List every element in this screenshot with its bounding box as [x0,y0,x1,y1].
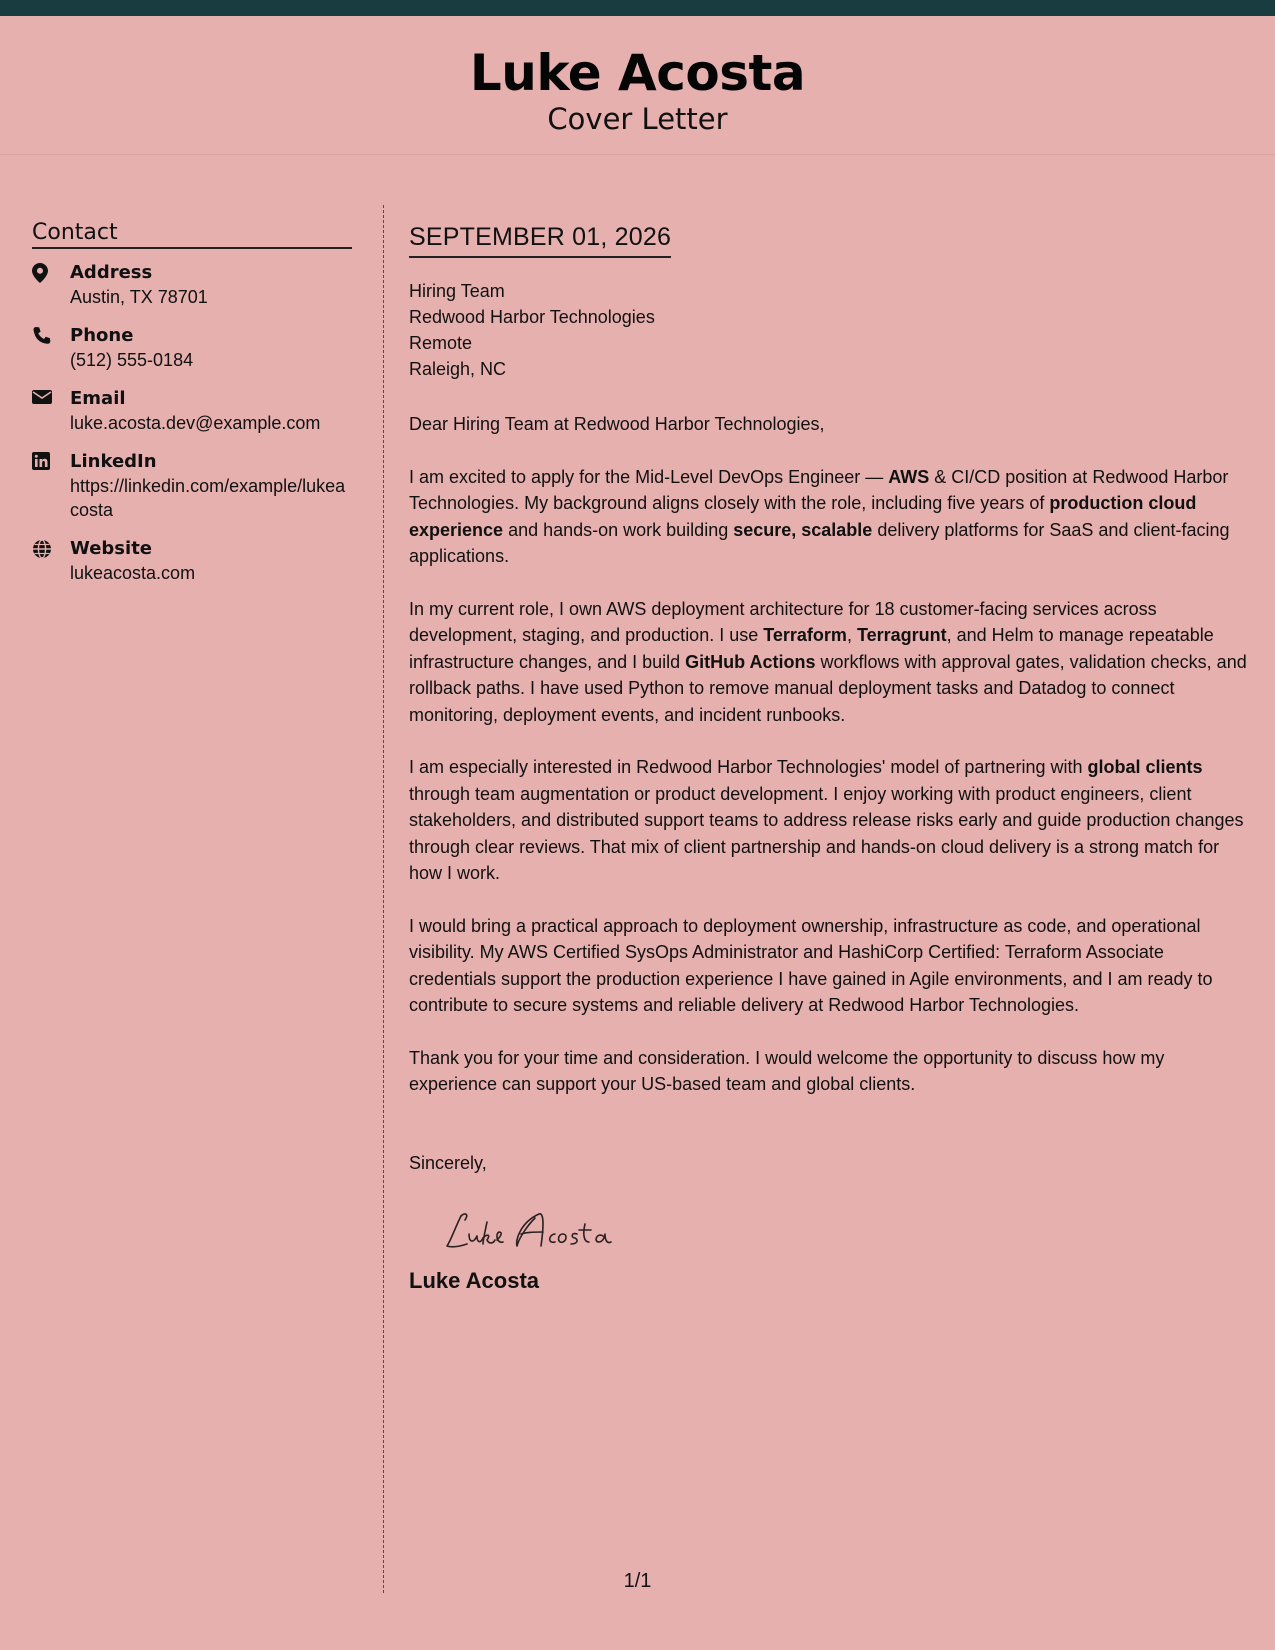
contact-label: Address [70,262,153,283]
recipient-line: Hiring Team [409,281,505,301]
text-run: , [846,625,857,645]
letter-paragraph [409,464,1251,570]
salutation: Dear Hiring Team at Redwood Harbor Technologies, [409,414,825,434]
contact-item-website [32,537,352,585]
recipient-line: Raleigh, NC [409,359,507,379]
closing: Sincerely, [409,1152,487,1173]
contact-item-linkedin [32,450,352,522]
column-divider [383,205,384,1593]
bold-phrase: GitHub Actions [685,651,816,672]
contact-heading: Contact [32,220,352,249]
page-header [0,16,1275,155]
text-run: through team augmentation or product development. I enjoy working with product engineers, client stakeholders, and distributed support teams to address release risks early and guide production changes through clear reviews. That mix of client partnership and hands-on cloud delivery is a strong match for how I work. [409,783,1244,883]
bold-phrase: AWS [888,466,930,487]
text-run: In my current role, I own AWS deployment architecture for 18 customer-facing services across development, staging, and production. I use [409,598,1157,645]
recipient-block [409,278,1251,382]
text-run: I would bring a practical approach to deployment ownership, infrastructure as code, and operational visibility. My AWS Certified SysOps Administrator and HashiCorp Certified: Terraform Associate credentials support the production experience I have gained in Agile environments, and I am ready to contribute to secure systems and reliable delivery at Redwood Harbor Technologies. [409,915,1213,1015]
contact-item-email [32,387,352,435]
contact-item-address [32,261,352,309]
recipient-line: Remote [409,333,473,353]
letter-paragraphs [409,464,1251,1098]
recipient-line: Redwood Harbor Technologies [409,307,655,327]
contact-sidebar [32,220,352,600]
text-run: I am excited to apply for the Mid-Level DevOps Engineer — [409,466,889,487]
text-run: workflows with approval gates, validation checks, and rollback paths. I have used Python to remove manual deployment tasks and Datadog to connect monitoring, deployment events, and incident runbooks. [409,651,1247,725]
bold-phrase: global clients [1087,757,1203,777]
letter-paragraph [409,754,1251,887]
letter-body [409,222,1251,1295]
contact-value[interactable]: luke.acosta.dev@example.com [70,413,321,433]
applicant-name: Luke Acosta [469,44,806,102]
envelope-icon [32,387,70,435]
contact-label: Email [70,388,126,409]
contact-value[interactable]: https://linkedin.com/example/lukeacosta [70,476,346,520]
contact-value[interactable]: lukeacosta.com [70,563,196,583]
contact-value: (512) 555-0184 [70,350,194,370]
linkedin-icon [32,450,70,522]
bold-phrase: Terraform [763,625,847,645]
letter-date: SEPTEMBER 01, 2026 [409,222,671,258]
text-run: delivery platforms for SaaS and client-facing applications. [409,519,1230,566]
text-run: I am especially interested in Redwood Harbor Technologies' model of partnering with [409,757,1088,777]
page-number: 1/1 [623,1570,652,1592]
contact-value: Austin, TX 78701 [70,287,208,307]
contact-label: LinkedIn [70,451,157,472]
document-title: Cover Letter [547,102,728,136]
map-pin-icon [32,261,70,309]
letter-paragraph [409,1045,1251,1098]
letter-paragraph [409,913,1251,1019]
bold-phrase: Terragrunt [856,625,947,645]
text-run: & CI/CD position at Redwood Harbor Technologies. My background aligns closely with the role, including five years of [409,466,1229,513]
phone-icon [32,324,70,372]
contact-label: Phone [70,325,134,346]
globe-icon [32,537,70,585]
handwritten-signature [443,1202,1251,1262]
text-run: , and Helm to manage repeatable infrastructure changes, and I build [409,625,1214,672]
signer-name: Luke Acosta [409,1268,540,1293]
bold-phrase: production cloud experience [409,493,1197,540]
text-run: and hands-on work building [503,519,734,540]
contact-item-phone [32,324,352,372]
letter-paragraph [409,596,1251,729]
text-run: Thank you for your time and consideration. I would welcome the opportunity to discuss how my experience can support your US-based team and global clients. [409,1047,1165,1094]
contact-label: Website [70,538,153,559]
top-accent-bar [0,0,1275,16]
bold-phrase: secure, scalable [733,519,873,540]
